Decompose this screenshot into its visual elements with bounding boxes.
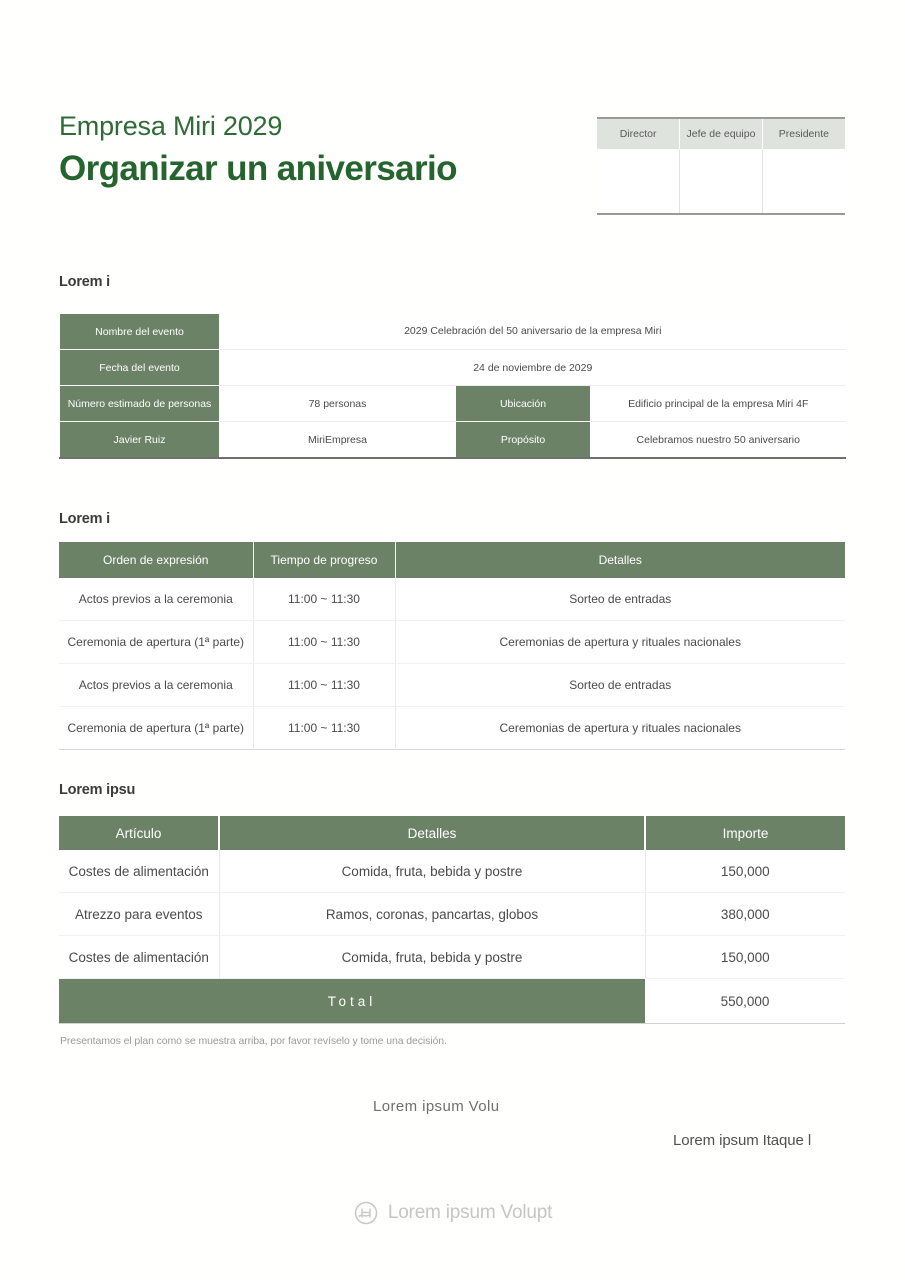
approval-signature-box	[597, 117, 845, 215]
table-row	[60, 422, 846, 459]
event-row-value-secondary: Celebramos nuestro 50 aniversario	[591, 422, 846, 459]
document-header	[0, 0, 905, 250]
budget-total-label: Total	[59, 979, 645, 1024]
program-cell-time: 11:00 ~ 11:30	[253, 707, 395, 750]
event-row-label-secondary: Ubicación	[456, 386, 591, 422]
event-row-label: Fecha del evento	[60, 350, 220, 386]
title-block	[59, 112, 457, 189]
program-col-order: Orden de expresión	[59, 542, 253, 578]
program-cell-order: Actos previos a la ceremonia	[59, 578, 253, 621]
budget-col-amount: Importe	[645, 816, 845, 850]
document-eyebrow: Empresa Miri 2029	[59, 111, 283, 141]
event-row-value: MiriEmpresa	[220, 422, 456, 459]
brand-name: Lorem ipsum Volupt	[387, 1202, 553, 1223]
program-cell-details: Sorteo de entradas	[395, 664, 845, 707]
signature-cell-director[interactable]	[597, 149, 680, 213]
budget-table	[59, 816, 845, 1024]
page-title: Organizar un aniversario	[59, 149, 457, 189]
budget-total-row	[59, 979, 845, 1024]
table-row	[59, 850, 845, 893]
program-table	[59, 542, 845, 750]
section-label-program: Lorem i	[59, 511, 110, 527]
signature-line-secondary: Lorem ipsum Itaque l	[673, 1132, 812, 1149]
approval-role-president: Presidente	[762, 119, 845, 149]
table-row	[59, 893, 845, 936]
section-label-budget: Lorem ipsu	[59, 782, 136, 798]
approval-role-director: Director	[597, 119, 680, 149]
program-header-row	[59, 542, 845, 578]
budget-cell-amount: 150,000	[645, 850, 845, 893]
program-cell-order: Actos previos a la ceremonia	[59, 664, 253, 707]
event-row-value: 24 de noviembre de 2029	[220, 350, 846, 386]
budget-cell-item: Costes de alimentación	[59, 850, 219, 893]
budget-cell-details: Comida, fruta, bebida y postre	[219, 850, 645, 893]
table-row	[59, 578, 845, 621]
program-cell-order: Ceremonia de apertura (1ª parte)	[59, 707, 253, 750]
table-row	[59, 936, 845, 979]
budget-col-item: Artículo	[59, 816, 219, 850]
brand-logo-icon	[353, 1200, 379, 1226]
event-row-label: Javier Ruiz	[60, 422, 220, 459]
budget-cell-details: Comida, fruta, bebida y postre	[219, 936, 645, 979]
budget-cell-amount: 380,000	[645, 893, 845, 936]
signature-line-primary: Lorem ipsum Volu	[373, 1098, 500, 1115]
program-cell-time: 11:00 ~ 11:30	[253, 664, 395, 707]
approval-header-row	[597, 119, 845, 149]
brand-footer	[0, 1200, 905, 1226]
approval-note: Presentamos el plan como se muestra arriba, por favor revíselo y tome una decisión.	[60, 1035, 447, 1047]
program-cell-time: 11:00 ~ 11:30	[253, 578, 395, 621]
table-row	[60, 386, 846, 422]
program-col-details: Detalles	[395, 542, 845, 578]
program-cell-details: Ceremonias de apertura y rituales nacionales	[395, 707, 845, 750]
program-cell-order: Ceremonia de apertura (1ª parte)	[59, 621, 253, 664]
event-info-table	[59, 313, 846, 459]
budget-cell-item: Costes de alimentación	[59, 936, 219, 979]
event-row-label: Nombre del evento	[60, 314, 220, 350]
event-row-label-secondary: Propósito	[456, 422, 591, 459]
budget-header-row	[59, 816, 845, 850]
program-cell-details: Sorteo de entradas	[395, 578, 845, 621]
section-label-event: Lorem i	[59, 274, 110, 290]
program-cell-details: Ceremonias de apertura y rituales nacionales	[395, 621, 845, 664]
table-row	[59, 707, 845, 750]
event-row-value: 2029 Celebración del 50 aniversario de la empresa Miri	[220, 314, 846, 350]
program-cell-time: 11:00 ~ 11:30	[253, 621, 395, 664]
table-row	[60, 350, 846, 386]
approval-role-team-lead: Jefe de equipo	[680, 119, 763, 149]
event-row-value: 78 personas	[220, 386, 456, 422]
budget-col-details: Detalles	[219, 816, 645, 850]
event-row-value-secondary: Edificio principal de la empresa Miri 4F	[591, 386, 846, 422]
program-col-time: Tiempo de progreso	[253, 542, 395, 578]
table-row	[59, 664, 845, 707]
budget-cell-amount: 150,000	[645, 936, 845, 979]
table-row	[60, 314, 846, 350]
budget-total-value: 550,000	[645, 979, 845, 1024]
table-row	[59, 621, 845, 664]
approval-signature-row	[597, 149, 845, 213]
signature-cell-team-lead[interactable]	[680, 149, 763, 213]
budget-cell-item: Atrezzo para eventos	[59, 893, 219, 936]
event-row-label: Número estimado de personas	[60, 386, 220, 422]
signature-cell-president[interactable]	[762, 149, 845, 213]
budget-cell-details: Ramos, coronas, pancartas, globos	[219, 893, 645, 936]
